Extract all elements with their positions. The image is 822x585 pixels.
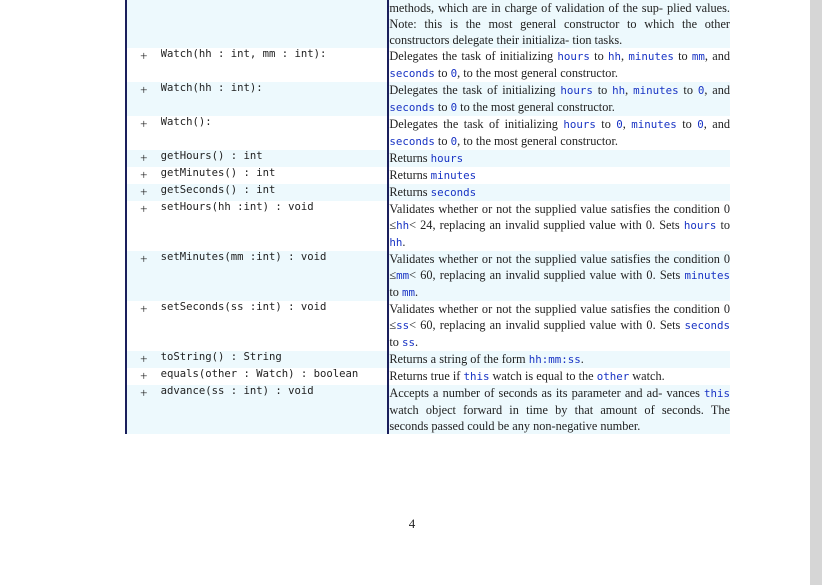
description-text: Accepts a number of seconds as its parameter and ad- vances — [389, 386, 704, 400]
method-signature: setSeconds(ss :int) : void — [161, 301, 388, 351]
table-row — [125, 116, 730, 150]
code-token: hours — [430, 152, 464, 165]
description-text: to — [389, 285, 402, 299]
table-row — [125, 150, 730, 167]
description-text: to the most general constructor. — [457, 100, 615, 114]
code-token: minutes — [628, 50, 674, 63]
table-row — [125, 184, 730, 201]
description-text: . — [415, 285, 419, 299]
method-signature: Watch(): — [161, 116, 388, 150]
visibility-sign: + — [127, 368, 161, 385]
visibility-sign: + — [127, 351, 161, 368]
method-description — [389, 150, 730, 167]
method-description — [389, 184, 730, 201]
scrollbar-track[interactable] — [810, 0, 822, 585]
description-text: Validates whether or not the supplied value satisfies the condition 0 ≤ — [389, 302, 730, 332]
description-text: to — [434, 66, 451, 80]
code-token: 0 — [697, 84, 705, 97]
method-description — [389, 82, 730, 116]
code-token: seconds — [389, 101, 435, 114]
description-text: Delegates the task of initializing — [389, 117, 564, 131]
code-token: hours — [557, 50, 590, 63]
description-text: to — [434, 134, 451, 148]
code-token: 0 — [616, 118, 623, 131]
description-text: Validates whether or not the supplied value satisfies the condition 0 ≤ — [389, 202, 730, 232]
code-token: other — [596, 370, 630, 383]
description-text: . — [415, 335, 419, 349]
description-text: Returns — [389, 168, 431, 182]
code-token: hours — [683, 219, 717, 232]
description-text: to — [434, 100, 451, 114]
description-text: . — [580, 352, 584, 366]
description-text: , and — [703, 117, 731, 131]
code-token: mm — [401, 286, 415, 299]
code-token: mm — [691, 50, 705, 63]
description-text: < 60, replacing an invalid supplied value with 0. Sets — [409, 268, 685, 282]
table-row — [125, 82, 730, 116]
code-token: hh:mm:ss — [528, 353, 581, 366]
code-token: ss — [401, 336, 415, 349]
visibility-sign: + — [127, 48, 161, 82]
description-text: to — [716, 218, 731, 232]
code-token: hours — [563, 118, 596, 131]
code-token: hours — [560, 84, 593, 97]
method-signature: setHours(hh :int) : void — [161, 201, 388, 251]
table-row — [125, 351, 730, 368]
code-token: hh — [612, 84, 626, 97]
method-description — [389, 48, 730, 82]
code-token: 0 — [697, 118, 704, 131]
method-description — [389, 201, 730, 251]
visibility-sign: + — [127, 150, 161, 167]
description-text: watch. — [629, 369, 665, 383]
description-text: , — [621, 49, 629, 63]
method-description — [389, 116, 730, 150]
code-token: minutes — [633, 84, 679, 97]
table-row — [125, 368, 730, 385]
method-signature: Watch(hh : int, mm : int): — [161, 48, 388, 82]
description-text: , — [622, 117, 632, 131]
description-text: < 60, replacing an invalid supplied value with 0. Sets — [409, 318, 685, 332]
code-token: 0 — [450, 101, 458, 114]
description-text: to — [678, 83, 698, 97]
visibility-sign: + — [127, 301, 161, 351]
description-text: , and — [704, 83, 731, 97]
description-text: watch object forward in time by that amount of seconds. The seconds passed could be any non-negative number. — [389, 403, 730, 433]
visibility-sign: + — [127, 251, 161, 301]
table-row-intro — [125, 0, 730, 48]
code-token: minutes — [684, 269, 730, 282]
code-token: seconds — [430, 186, 477, 199]
method-signature: getSeconds() : int — [161, 184, 388, 201]
code-token: hh — [396, 219, 410, 232]
table-row — [125, 251, 730, 301]
description-text: to — [676, 117, 698, 131]
code-token: minutes — [430, 169, 477, 182]
visibility-sign: + — [127, 167, 161, 184]
page-number: 4 — [408, 516, 416, 531]
description-intro: methods, which are in charge of validation of the sup- plied values. Note: this is the most general constructor to which the other constructors delegate their initializa- tion tasks. — [389, 1, 730, 47]
description-text: to — [673, 49, 692, 63]
description-text: watch is equal to the — [489, 369, 597, 383]
method-description — [389, 368, 730, 385]
method-signature: advance(ss : int) : void — [161, 385, 388, 434]
description-text: , to the most general constructor. — [457, 66, 618, 80]
description-text: , — [625, 83, 634, 97]
method-description — [389, 385, 730, 434]
description-text: Delegates the task of initializing — [389, 49, 558, 63]
table-row — [125, 301, 730, 351]
code-token: seconds — [389, 135, 435, 148]
code-token: minutes — [631, 118, 677, 131]
code-token: seconds — [389, 67, 435, 80]
method-signature: getHours() : int — [161, 150, 388, 167]
method-signature: toString() : String — [161, 351, 388, 368]
description-text: Returns true if — [389, 369, 464, 383]
table-row — [125, 201, 730, 251]
code-token: this — [463, 370, 490, 383]
description-text: to — [595, 117, 617, 131]
method-description — [389, 167, 730, 184]
visibility-sign: + — [127, 116, 161, 150]
method-signature: setMinutes(mm :int) : void — [161, 251, 388, 301]
description-text: . — [402, 235, 406, 249]
method-description — [389, 351, 730, 368]
visibility-sign: + — [127, 201, 161, 251]
method-signature: Watch(hh : int): — [161, 82, 388, 116]
description-text: Delegates the task of initializing — [389, 83, 561, 97]
code-token: 0 — [450, 135, 458, 148]
visibility-sign: + — [127, 184, 161, 201]
code-token: hh — [389, 236, 403, 249]
description-text: Validates whether or not the supplied value satisfies the condition 0 ≤ — [389, 252, 730, 282]
description-text: < 24, replacing an invalid supplied value with 0. Sets — [409, 218, 684, 232]
visibility-sign: + — [127, 385, 161, 434]
code-token: hh — [607, 50, 621, 63]
code-token: 0 — [450, 67, 458, 80]
description-text: Returns — [389, 151, 431, 165]
method-description — [389, 251, 730, 301]
table-row — [125, 48, 730, 82]
description-text: to — [389, 335, 402, 349]
code-token: seconds — [684, 319, 730, 332]
code-token: ss — [396, 319, 410, 332]
visibility-sign: + — [127, 82, 161, 116]
method-signature: getMinutes() : int — [161, 167, 388, 184]
description-text: Returns — [389, 185, 431, 199]
description-text: to — [589, 49, 608, 63]
description-text: , to the most general constructor. — [457, 134, 618, 148]
method-description — [389, 301, 730, 351]
member-table — [125, 0, 730, 434]
method-signature: equals(other : Watch) : boolean — [161, 368, 388, 385]
description-text: Returns a string of the form — [389, 352, 529, 366]
code-token: mm — [396, 269, 410, 282]
description-text: , and — [704, 49, 730, 63]
table-row — [125, 385, 730, 434]
table-row — [125, 167, 730, 184]
code-token: this — [703, 387, 730, 400]
description-text: to — [592, 83, 613, 97]
